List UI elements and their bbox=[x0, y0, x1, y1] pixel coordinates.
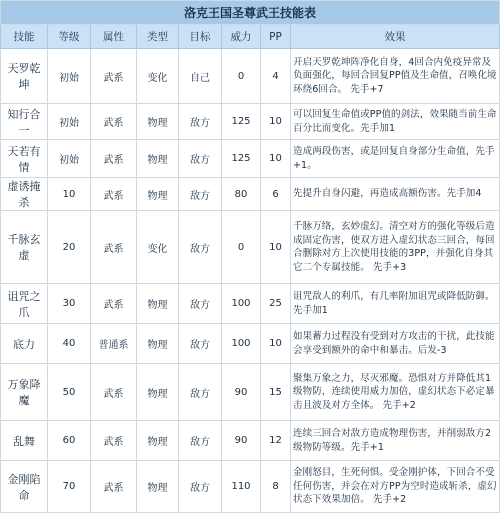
skill-effect: 如果蓄力过程没有受到对方攻击的干扰，此技能会享受到额外的命中和暴击。后发-3 bbox=[291, 324, 500, 364]
skill-power: 100 bbox=[222, 324, 261, 364]
skill-target: 敌方 bbox=[179, 140, 222, 178]
skill-pp: 6 bbox=[261, 178, 291, 211]
skill-type: 变化 bbox=[137, 211, 179, 284]
skill-name: 千脉玄虚 bbox=[1, 211, 48, 284]
skill-effect: 可以回复生命值或PP值的剑法，效果随当前生命百分比而变化。先手加1 bbox=[291, 104, 500, 140]
skill-effect: 开启天罗乾坤阵净化自身，4回合内免疫异常及负面强化，每回合回复PP值及生命值，召唤化境环绕6回合。 先手+7 bbox=[291, 49, 500, 104]
column-header-power: 威力 bbox=[222, 25, 261, 49]
skill-type: 物理 bbox=[137, 421, 179, 461]
skill-target: 敌方 bbox=[179, 324, 222, 364]
skill-pp: 10 bbox=[261, 324, 291, 364]
column-header-skill: 技能 bbox=[1, 25, 48, 49]
skill-name: 金刚陷命 bbox=[1, 461, 48, 513]
skill-attribute: 武系 bbox=[91, 178, 137, 211]
header-row bbox=[1, 25, 500, 49]
skill-effect: 千脉万络，玄妙虚幻。清空对方的强化等级后造成固定伤害，使双方进入虚幻状态三回合，每回合删除对方上次使用技能的3PP，并强化自身其它二个专属技能。 先手+3 bbox=[291, 211, 500, 284]
table-row bbox=[1, 324, 500, 364]
skill-level: 初始 bbox=[48, 140, 91, 178]
skill-attribute: 武系 bbox=[91, 140, 137, 178]
table-row bbox=[1, 421, 500, 461]
skill-attribute: 普通系 bbox=[91, 324, 137, 364]
skill-attribute: 武系 bbox=[91, 211, 137, 284]
skill-pp: 10 bbox=[261, 211, 291, 284]
skill-attribute: 武系 bbox=[91, 364, 137, 421]
skill-effect: 连续三回合对敌方造成物理伤害，并削弱敌方2级物防等级。先手+1 bbox=[291, 421, 500, 461]
skill-pp: 25 bbox=[261, 284, 291, 324]
skill-pp: 10 bbox=[261, 104, 291, 140]
table-row bbox=[1, 211, 500, 284]
skill-power: 0 bbox=[222, 49, 261, 104]
skill-name: 天若有情 bbox=[1, 140, 48, 178]
skill-power: 90 bbox=[222, 421, 261, 461]
skill-pp: 8 bbox=[261, 461, 291, 513]
skill-name: 底力 bbox=[1, 324, 48, 364]
skill-effect: 聚集万象之力，尽灭邪魔。恐惧对方并降低其1级物防，连续使用威力加倍，虚幻状态下必定暴击且波及对方全体。 先手+2 bbox=[291, 364, 500, 421]
skill-target: 自己 bbox=[179, 49, 222, 104]
column-header-pp: PP bbox=[261, 25, 291, 49]
skill-name: 知行合一 bbox=[1, 104, 48, 140]
skill-effect: 金刚怒目，生死何惧。受金刚护体，下回合不受任何伤害，并会在对方PP为空时造成斩杀，虚幻状态下效果加倍。 先手+2 bbox=[291, 461, 500, 513]
skill-attribute: 武系 bbox=[91, 104, 137, 140]
skill-attribute: 武系 bbox=[91, 49, 137, 104]
table-row bbox=[1, 364, 500, 421]
skill-power: 100 bbox=[222, 284, 261, 324]
skill-name: 万象降魔 bbox=[1, 364, 48, 421]
column-header-attribute: 属性 bbox=[91, 25, 137, 49]
skill-name: 天罗乾坤 bbox=[1, 49, 48, 104]
skill-attribute: 武系 bbox=[91, 461, 137, 513]
skill-type: 物理 bbox=[137, 140, 179, 178]
skill-pp: 4 bbox=[261, 49, 291, 104]
skill-level: 30 bbox=[48, 284, 91, 324]
skill-power: 125 bbox=[222, 104, 261, 140]
skill-target: 敌方 bbox=[179, 211, 222, 284]
skill-pp: 10 bbox=[261, 140, 291, 178]
skill-type: 物理 bbox=[137, 104, 179, 140]
table-row bbox=[1, 284, 500, 324]
skill-effect: 造成两段伤害，或是回复自身部分生命值，先手+1。 bbox=[291, 140, 500, 178]
table-row bbox=[1, 104, 500, 140]
skill-name: 虚诱掩杀 bbox=[1, 178, 48, 211]
skill-power: 125 bbox=[222, 140, 261, 178]
skill-target: 敌方 bbox=[179, 104, 222, 140]
column-header-target: 目标 bbox=[179, 25, 222, 49]
skill-effect: 诅咒敌人的利爪，有几率附加诅咒或降低防御。先手加1 bbox=[291, 284, 500, 324]
table-row bbox=[1, 461, 500, 513]
skill-level: 初始 bbox=[48, 49, 91, 104]
skill-level: 初始 bbox=[48, 104, 91, 140]
table-row bbox=[1, 49, 500, 104]
skill-attribute: 武系 bbox=[91, 421, 137, 461]
skill-level: 50 bbox=[48, 364, 91, 421]
skill-power: 90 bbox=[222, 364, 261, 421]
skill-target: 敌方 bbox=[179, 461, 222, 513]
skill-target: 敌方 bbox=[179, 284, 222, 324]
skill-level: 10 bbox=[48, 178, 91, 211]
skill-target: 敌方 bbox=[179, 364, 222, 421]
skill-attribute: 武系 bbox=[91, 284, 137, 324]
skill-target: 敌方 bbox=[179, 421, 222, 461]
skill-name: 诅咒之爪 bbox=[1, 284, 48, 324]
skill-type: 物理 bbox=[137, 364, 179, 421]
skill-type: 物理 bbox=[137, 324, 179, 364]
skill-level: 40 bbox=[48, 324, 91, 364]
table-title: 洛克王国圣尊武王技能表 bbox=[1, 1, 500, 25]
skill-power: 110 bbox=[222, 461, 261, 513]
skill-pp: 15 bbox=[261, 364, 291, 421]
skill-level: 60 bbox=[48, 421, 91, 461]
table-row bbox=[1, 140, 500, 178]
skill-type: 变化 bbox=[137, 49, 179, 104]
skill-type: 物理 bbox=[137, 461, 179, 513]
skill-power: 80 bbox=[222, 178, 261, 211]
skill-effect: 先提升自身闪避，再造成高额伤害。先手加4 bbox=[291, 178, 500, 211]
skill-name: 乱舞 bbox=[1, 421, 48, 461]
skill-power: 0 bbox=[222, 211, 261, 284]
skill-type: 物理 bbox=[137, 178, 179, 211]
skill-level: 70 bbox=[48, 461, 91, 513]
column-header-level: 等级 bbox=[48, 25, 91, 49]
column-header-effect: 效果 bbox=[291, 25, 500, 49]
skill-level: 20 bbox=[48, 211, 91, 284]
table-row bbox=[1, 178, 500, 211]
skill-target: 敌方 bbox=[179, 178, 222, 211]
skill-pp: 12 bbox=[261, 421, 291, 461]
skill-type: 物理 bbox=[137, 284, 179, 324]
column-header-type: 类型 bbox=[137, 25, 179, 49]
